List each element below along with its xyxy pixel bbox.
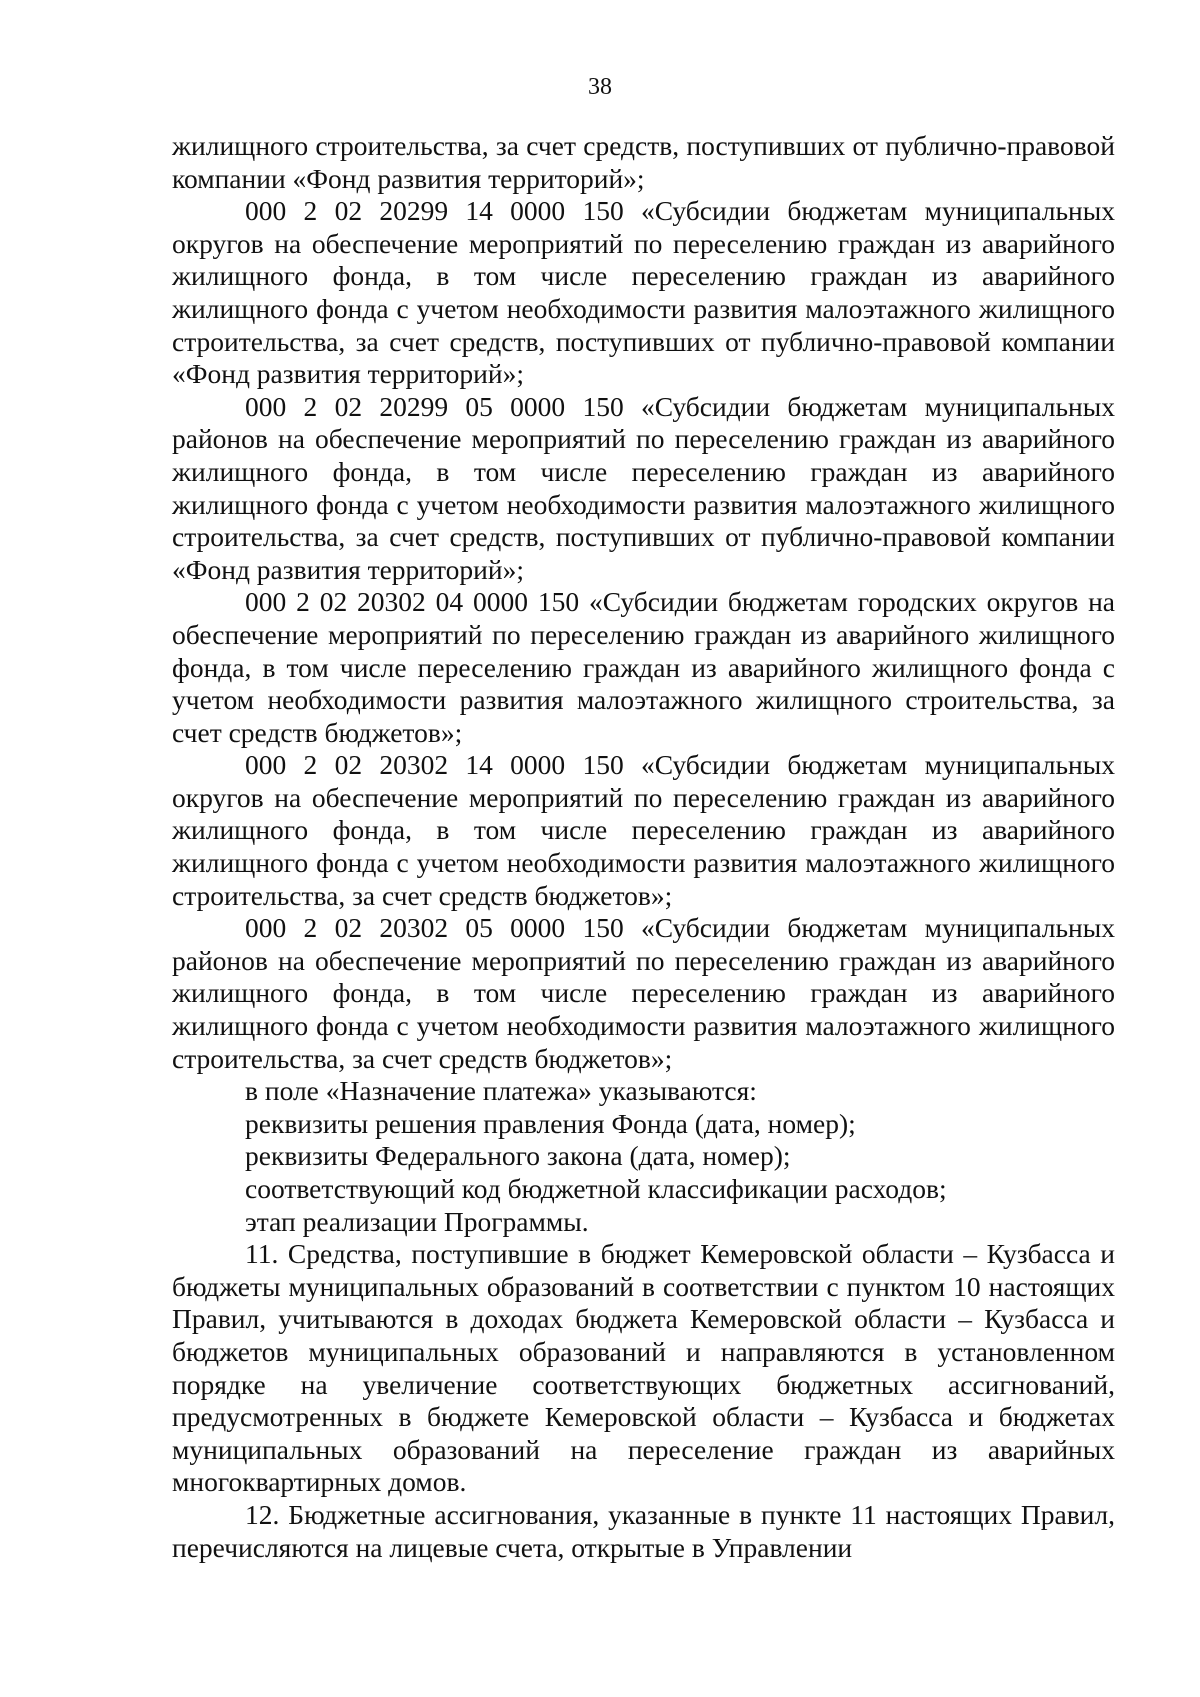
paragraph-item-12: 12. Бюджетные ассигнования, указанные в пункте 11 настоящих Правил, перечисляются на лицевые счета, открытые в Управлении: [172, 1498, 1115, 1563]
page-number: 38: [588, 74, 612, 100]
paragraph-continuation: жилищного строительства, за счет средств, поступивших от публично-правовой компании «Фонд развития территорий»;: [172, 130, 1115, 194]
paragraph-code-20302-05: 000 2 02 20302 05 0000 150 «Субсидии бюджетам муниципальных районов на обеспечение мероприятий по переселению граждан из аварийного жилищного фонда, в том числе переселению граждан из аварийного жилищного фонда с учетом необходимости развития малоэтажного жилищного строительства, за счет средств бюджетов»;: [172, 912, 1115, 1074]
paragraph-payment-purpose: в поле «Назначение платежа» указываются:: [245, 1075, 757, 1107]
paragraph-item-11: 11. Средства, поступившие в бюджет Кемеровской области – Кузбасса и бюджеты муниципальных образований в соответствии с пунктом 10 настоящих Правил, учитываются в доходах бюджета Кемеровской области – Кузбасса и бюджетов муниципальных образований и направляются в установленном порядке на увеличение соответствующих бюджетных ассигнований, предусмотренных в бюджете Кемеровской области – Кузбасса и бюджетах муниципальных образований на переселение граждан из аварийных многоквартирных домов.: [172, 1238, 1115, 1498]
document-body: [172, 130, 1115, 1564]
list-item-program-stage: этап реализации Программы.: [245, 1205, 589, 1237]
paragraph-code-20302-04: 000 2 02 20302 04 0000 150 «Субсидии бюджетам городских округов на обеспечение мероприятий по переселению граждан из аварийного жилищного фонда, в том числе переселению граждан из аварийного жилищного фонда с учетом необходимости развития малоэтажного жилищного строительства, за счет средств бюджетов»;: [172, 586, 1115, 748]
paragraph-code-20302-14: 000 2 02 20302 14 0000 150 «Субсидии бюджетам муниципальных округов на обеспечение мероприятий по переселению граждан из аварийного жилищного фонда, в том числе переселению граждан из аварийного жилищного фонда с учетом необходимости развития малоэтажного жилищного строительства, за счет средств бюджетов»;: [172, 749, 1115, 911]
paragraph-code-20299-14: 000 2 02 20299 14 0000 150 «Субсидии бюджетам муниципальных округов на обеспечение мероприятий по переселению граждан из аварийного жилищного фонда, в том числе переселению граждан из аварийного жилищного фонда с учетом необходимости развития малоэтажного жилищного строительства, за счет средств, поступивших от публично-правовой компании «Фонд развития территорий»;: [172, 195, 1115, 390]
list-item-federal-law: реквизиты Федерального закона (дата, номер);: [245, 1140, 791, 1172]
list-item-fund-decision: реквизиты решения правления Фонда (дата, номер);: [245, 1107, 856, 1139]
list-item-budget-code: соответствующий код бюджетной классификации расходов;: [245, 1173, 947, 1204]
paragraph-code-20299-05: 000 2 02 20299 05 0000 150 «Субсидии бюджетам муниципальных районов на обеспечение мероприятий по переселению граждан из аварийного жилищного фонда, в том числе переселению граждан из аварийного жилищного фонда с учетом необходимости развития малоэтажного жилищного строительства, за счет средств, поступивших от публично-правовой компании «Фонд развития территорий»;: [172, 390, 1115, 585]
